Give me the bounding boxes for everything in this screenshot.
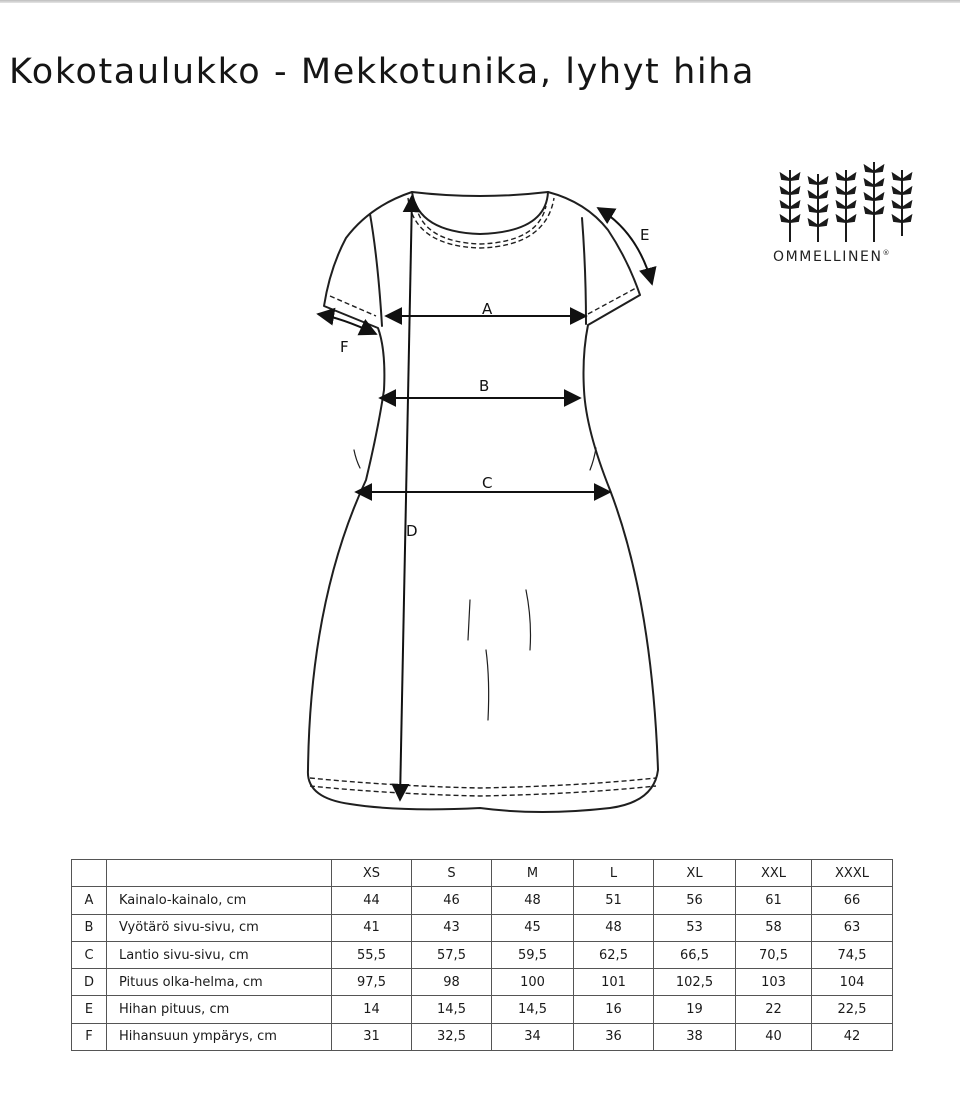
size-header-m: M	[492, 860, 574, 887]
row-name: Pituus olka-helma, cm	[107, 969, 332, 996]
table-cell: 46	[412, 887, 492, 914]
table-cell: 14,5	[492, 996, 574, 1023]
sleeve-seam-left	[370, 214, 382, 326]
table-cell: 101	[574, 969, 654, 996]
table-cell: 14	[332, 996, 412, 1023]
top-divider	[0, 0, 960, 3]
table-cell: 40	[736, 1023, 812, 1050]
table-cell: 66	[812, 887, 893, 914]
table-cell: 48	[492, 887, 574, 914]
measure-label-a: A	[482, 300, 493, 318]
sleeve-seam-right	[582, 218, 586, 324]
table-cell: 32,5	[412, 1023, 492, 1050]
leaf-sprig-icon	[772, 160, 922, 244]
neckline	[412, 192, 548, 234]
table-cell: 56	[654, 887, 736, 914]
table-cell: 104	[812, 969, 893, 996]
table-cell: 103	[736, 969, 812, 996]
table-cell: 43	[412, 914, 492, 941]
table-cell: 41	[332, 914, 412, 941]
size-header-xxl: XXL	[736, 860, 812, 887]
empty-header-cell	[72, 860, 107, 887]
row-name: Hihansuun ympärys, cm	[107, 1023, 332, 1050]
measure-label-c: C	[482, 474, 493, 492]
row-name: Vyötärö sivu-sivu, cm	[107, 914, 332, 941]
table-row	[72, 1023, 893, 1050]
brand-name-text: OMMELLINEN	[773, 249, 883, 265]
table-row	[72, 887, 893, 914]
table-cell: 58	[736, 914, 812, 941]
size-header-row	[72, 860, 893, 887]
table-cell: 98	[412, 969, 492, 996]
table-cell: 45	[492, 914, 574, 941]
table-cell: 102,5	[654, 969, 736, 996]
table-cell: 100	[492, 969, 574, 996]
registered-mark: ®	[882, 249, 890, 257]
table-row	[72, 969, 893, 996]
table-cell: 42	[812, 1023, 893, 1050]
row-code: F	[72, 1023, 107, 1050]
table-cell: 51	[574, 887, 654, 914]
row-name: Hihan pituus, cm	[107, 996, 332, 1023]
table-cell: 48	[574, 914, 654, 941]
table-cell: 53	[654, 914, 736, 941]
brand-logo	[768, 160, 928, 270]
table-cell: 66,5	[654, 941, 736, 968]
table-cell: 22	[736, 996, 812, 1023]
table-cell: 44	[332, 887, 412, 914]
row-code: D	[72, 969, 107, 996]
table-cell: 55,5	[332, 941, 412, 968]
table-cell: 74,5	[812, 941, 893, 968]
measure-e-arrow	[598, 208, 652, 284]
table-cell: 62,5	[574, 941, 654, 968]
size-header-s: S	[412, 860, 492, 887]
size-header-xxxl: XXXL	[812, 860, 893, 887]
dress-outline	[308, 192, 658, 812]
table-row	[72, 914, 893, 941]
table-cell: 70,5	[736, 941, 812, 968]
empty-header-cell	[107, 860, 332, 887]
row-code: C	[72, 941, 107, 968]
table-cell: 22,5	[812, 996, 893, 1023]
measure-d-arrow	[400, 196, 412, 800]
measure-label-e: E	[640, 226, 650, 244]
table-cell: 19	[654, 996, 736, 1023]
table-cell: 34	[492, 1023, 574, 1050]
measure-label-f: F	[340, 338, 349, 356]
table-cell: 36	[574, 1023, 654, 1050]
size-header-xl: XL	[654, 860, 736, 887]
size-table	[71, 859, 893, 1051]
page-title: Kokotaulukko - Mekkotunika, lyhyt hiha	[9, 52, 756, 92]
table-cell: 61	[736, 887, 812, 914]
table-cell: 14,5	[412, 996, 492, 1023]
table-cell: 31	[332, 1023, 412, 1050]
table-row	[72, 996, 893, 1023]
row-name: Lantio sivu-sivu, cm	[107, 941, 332, 968]
size-header-xs: XS	[332, 860, 412, 887]
table-cell: 38	[654, 1023, 736, 1050]
row-code: A	[72, 887, 107, 914]
table-row	[72, 941, 893, 968]
row-code: E	[72, 996, 107, 1023]
table-cell: 57,5	[412, 941, 492, 968]
dress-diagram	[290, 180, 690, 830]
table-cell: 97,5	[332, 969, 412, 996]
table-cell: 63	[812, 914, 893, 941]
row-name: Kainalo-kainalo, cm	[107, 887, 332, 914]
measure-label-d: D	[406, 522, 418, 540]
row-code: B	[72, 914, 107, 941]
table-cell: 59,5	[492, 941, 574, 968]
measure-label-b: B	[479, 377, 490, 395]
size-header-l: L	[574, 860, 654, 887]
table-cell: 16	[574, 996, 654, 1023]
brand-name	[773, 249, 890, 265]
